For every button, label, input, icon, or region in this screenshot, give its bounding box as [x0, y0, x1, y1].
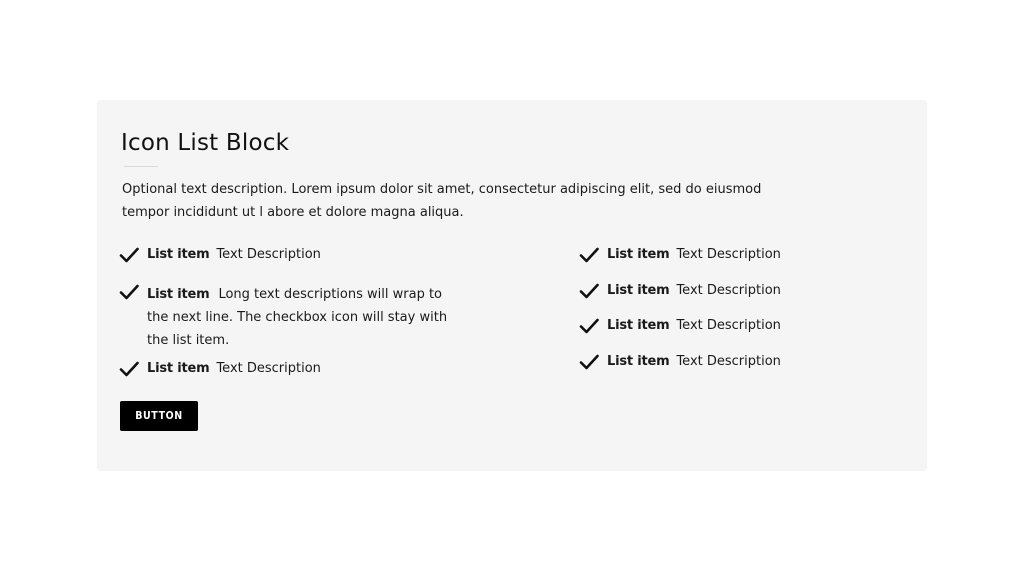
checkmark-icon: [119, 247, 139, 263]
list-item-label: List item: [607, 354, 670, 369]
list-item-label: List item: [607, 247, 670, 262]
list-item-text: Text Description: [216, 361, 321, 376]
checkmark-icon: [579, 354, 599, 370]
list-item-text: Text Description: [216, 247, 321, 262]
list-item-text: Text Description: [676, 318, 781, 333]
block-description: Optional text description. Lorem ipsum dolor sit amet, consectetur adipiscing elit, sed do eiusmod tempor incididunt ut l abore et dolore magna aliqua.: [122, 182, 762, 220]
checkmark-icon: [579, 318, 599, 334]
icon-list-block: [97, 100, 927, 471]
checkmark-icon: [579, 283, 599, 299]
checkmark-icon: [579, 247, 599, 263]
block-title: Icon List Block: [121, 130, 290, 156]
list-item: [579, 354, 781, 370]
list-item-label: List item: [147, 287, 210, 302]
list-item-label: List item: [147, 247, 210, 262]
list-item: [119, 361, 321, 377]
list-item-text: Long text descriptions will wrap to the next line. The checkbox icon will stay with the list item.: [147, 287, 448, 348]
list-item: [579, 247, 781, 263]
checkmark-icon: [119, 361, 139, 377]
checkmark-icon: [119, 284, 139, 300]
list-item: [579, 283, 781, 299]
list-item-text: Text Description: [676, 283, 781, 298]
list-item-text: Text Description: [676, 247, 781, 262]
list-item-text: Text Description: [676, 354, 781, 369]
list-item: [119, 247, 321, 263]
list-item-label: List item: [607, 283, 670, 298]
list-item-label: List item: [147, 361, 210, 376]
list-item: [579, 318, 781, 334]
primary-button[interactable]: BUTTON: [120, 401, 198, 431]
title-divider: [124, 166, 158, 167]
list-item-label: List item: [607, 318, 670, 333]
